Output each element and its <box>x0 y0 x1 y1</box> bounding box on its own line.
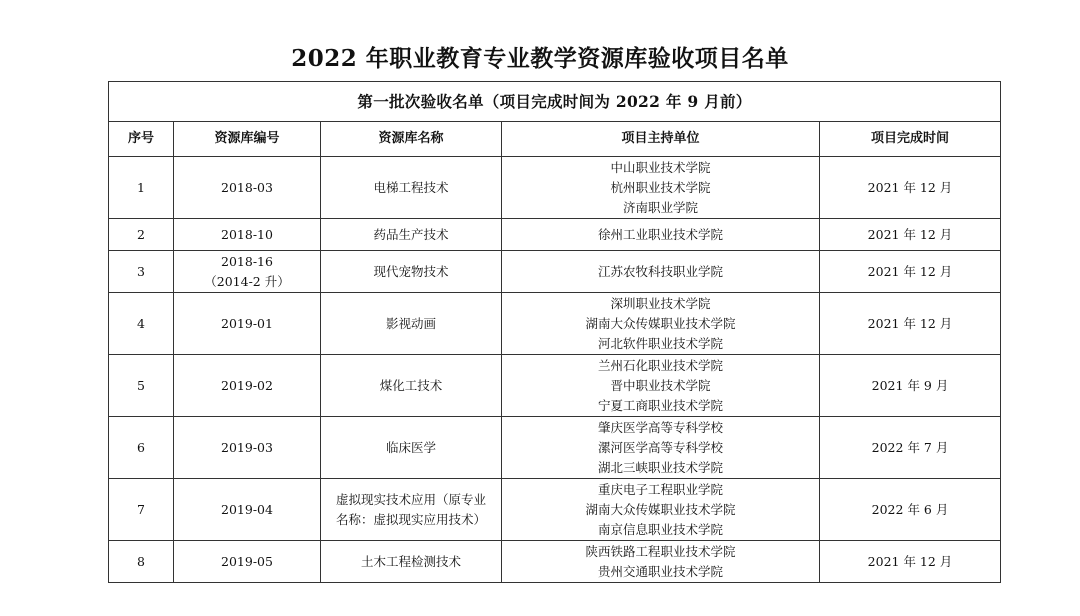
row-hosts <box>502 293 820 355</box>
table-body <box>109 157 1001 583</box>
row-code-line: 2019-02 <box>221 377 273 393</box>
row-completion: 2021 年 9 月 <box>820 355 1001 417</box>
header-completion: 项目完成时间 <box>820 122 1001 157</box>
row-hosts-line: 济南职业学院 <box>622 199 698 215</box>
row-no: 3 <box>109 251 174 293</box>
row-name-line: 电梯工程技术 <box>373 179 449 195</box>
row-name-line: 药品生产技术 <box>373 226 449 242</box>
row-completion: 2021 年 12 月 <box>820 541 1001 583</box>
row-hosts-line: 陕西铁路工程职业技术学院 <box>585 543 736 559</box>
row-completion: 2022 年 7 月 <box>820 417 1001 479</box>
header-code: 资源库编号 <box>174 122 321 157</box>
row-completion: 2021 年 12 月 <box>820 157 1001 219</box>
table-row <box>109 417 1001 479</box>
table-row <box>109 355 1001 417</box>
row-code <box>174 219 321 251</box>
row-code-line: （2014-2 升） <box>204 273 290 289</box>
row-code <box>174 293 321 355</box>
row-code <box>174 479 321 541</box>
row-hosts-line: 重庆电子工程职业学院 <box>597 481 723 497</box>
row-name <box>321 293 502 355</box>
row-hosts-line: 兰州石化职业技术学院 <box>597 357 723 373</box>
row-hosts <box>502 157 820 219</box>
row-hosts-line: 徐州工业职业技术学院 <box>597 226 723 242</box>
row-code-line: 2019-05 <box>221 553 273 569</box>
row-code <box>174 251 321 293</box>
row-hosts-line: 肇庆医学高等专科学校 <box>597 419 723 435</box>
table-row <box>109 541 1001 583</box>
row-hosts <box>502 541 820 583</box>
row-hosts-line: 晋中职业技术学院 <box>610 377 711 393</box>
row-completion: 2021 年 12 月 <box>820 219 1001 251</box>
row-completion: 2022 年 6 月 <box>820 479 1001 541</box>
table-row <box>109 479 1001 541</box>
table-row <box>109 219 1001 251</box>
row-code <box>174 417 321 479</box>
row-hosts-line: 深圳职业技术学院 <box>610 295 711 311</box>
row-code-line: 2018-16 <box>221 253 273 269</box>
row-code <box>174 355 321 417</box>
row-code-line: 2019-01 <box>221 315 273 331</box>
row-no: 2 <box>109 219 174 251</box>
row-hosts-line: 南京信息职业技术学院 <box>597 521 723 537</box>
row-hosts-line: 宁夏工商职业技术学院 <box>597 397 723 413</box>
row-completion: 2021 年 12 月 <box>820 251 1001 293</box>
row-name-line: 名称：虚拟现实应用技术） <box>335 511 486 527</box>
row-name <box>321 479 502 541</box>
row-hosts <box>502 479 820 541</box>
row-no: 8 <box>109 541 174 583</box>
row-code-line: 2018-03 <box>221 179 273 195</box>
row-code-line: 2018-10 <box>221 226 273 242</box>
batch-heading-row <box>109 82 1001 122</box>
row-hosts-line: 贵州交通职业技术学院 <box>597 563 723 579</box>
table-row <box>109 293 1001 355</box>
batch-heading: 第一批次验收名单（项目完成时间为 2022 年 9 月前） <box>109 82 1001 122</box>
row-no: 7 <box>109 479 174 541</box>
row-hosts <box>502 251 820 293</box>
table-row <box>109 157 1001 219</box>
row-hosts-line: 漯河医学高等专科学校 <box>597 439 723 455</box>
row-name-line: 影视动画 <box>385 315 436 331</box>
row-hosts <box>502 355 820 417</box>
row-hosts <box>502 417 820 479</box>
row-code <box>174 541 321 583</box>
row-name <box>321 355 502 417</box>
row-name-line: 虚拟现实技术应用（原专业 <box>335 491 486 507</box>
row-name-line: 煤化工技术 <box>379 377 443 393</box>
acceptance-table <box>108 81 1001 583</box>
row-hosts-line: 湖北三峡职业技术学院 <box>597 459 723 475</box>
row-name <box>321 157 502 219</box>
document-title: 2022 年职业教育专业教学资源库验收项目名单 <box>291 45 789 72</box>
row-hosts-line: 河北软件职业技术学院 <box>597 335 723 351</box>
row-hosts-line: 杭州职业技术学院 <box>610 179 711 195</box>
row-no: 5 <box>109 355 174 417</box>
row-code-line: 2019-04 <box>221 501 273 517</box>
row-name-line: 临床医学 <box>385 439 436 455</box>
row-no: 1 <box>109 157 174 219</box>
row-no: 6 <box>109 417 174 479</box>
row-code-line: 2019-03 <box>221 439 273 455</box>
row-name <box>321 541 502 583</box>
row-code <box>174 157 321 219</box>
row-hosts-line: 湖南大众传媒职业技术学院 <box>585 315 736 331</box>
row-completion: 2021 年 12 月 <box>820 293 1001 355</box>
row-name <box>321 251 502 293</box>
header-host: 项目主持单位 <box>502 122 820 157</box>
row-hosts-line: 中山职业技术学院 <box>610 159 711 175</box>
row-hosts-line: 江苏农牧科技职业学院 <box>597 263 723 279</box>
row-no: 4 <box>109 293 174 355</box>
table-row <box>109 251 1001 293</box>
header-name: 资源库名称 <box>321 122 502 157</box>
row-hosts-line: 湖南大众传媒职业技术学院 <box>585 501 736 517</box>
row-hosts <box>502 219 820 251</box>
row-name <box>321 417 502 479</box>
row-name-line: 现代宠物技术 <box>373 263 449 279</box>
header-no: 序号 <box>109 122 174 157</box>
table-header-row <box>109 122 1001 157</box>
row-name <box>321 219 502 251</box>
row-name-line: 土木工程检测技术 <box>360 553 461 569</box>
